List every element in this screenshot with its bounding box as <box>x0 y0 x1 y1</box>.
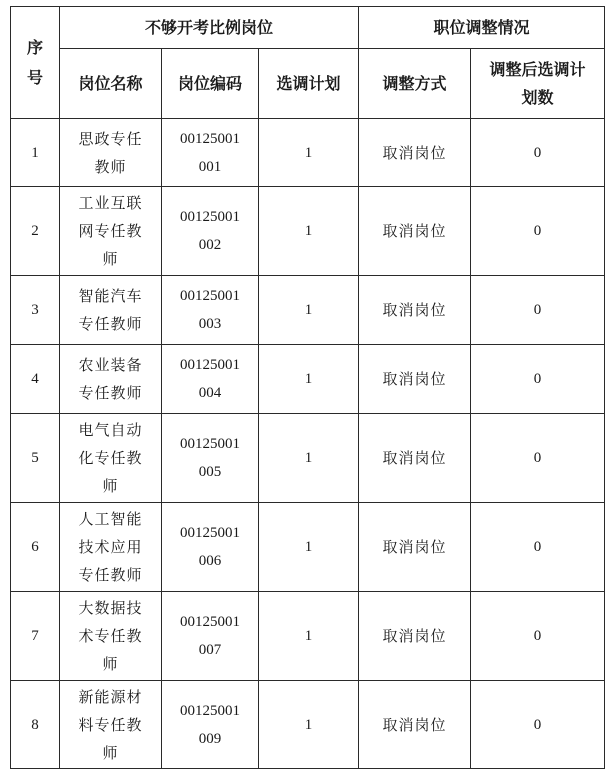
cell-adjusted: 0 <box>471 681 605 769</box>
cell-method: 取消岗位 <box>359 345 471 414</box>
cell-plan: 1 <box>259 276 359 345</box>
cell-adjusted: 0 <box>471 119 605 187</box>
cell-method: 取消岗位 <box>359 681 471 769</box>
cell-code-line: 00125001 <box>180 357 240 373</box>
header-method: 调整方式 <box>359 49 471 119</box>
header-group-left: 不够开考比例岗位 <box>60 7 359 49</box>
cell-adjusted: 0 <box>471 276 605 345</box>
header-plan: 选调计划 <box>259 49 359 119</box>
cell-code-line: 00125001 <box>180 614 240 630</box>
cell-code <box>162 345 259 414</box>
cell-plan: 1 <box>259 592 359 681</box>
header-adjusted-line: 调整后选调计 <box>489 59 586 79</box>
table-row <box>11 187 605 276</box>
cell-method: 取消岗位 <box>359 592 471 681</box>
cell-code-line: 00125001 <box>180 525 240 541</box>
cell-name-line: 化专任教 <box>78 449 143 467</box>
cell-name <box>60 592 162 681</box>
cell-adjusted: 0 <box>471 345 605 414</box>
cell-name-line: 网专任教 <box>78 222 143 240</box>
header-seq-line: 序 <box>26 37 43 57</box>
cell-name-line: 电气自动 <box>78 421 143 439</box>
cell-plan: 1 <box>259 187 359 276</box>
cell-name <box>60 414 162 503</box>
cell-code-line: 003 <box>198 316 222 332</box>
cell-code <box>162 276 259 345</box>
cell-name-line: 人工智能 <box>78 510 143 528</box>
cell-plan: 1 <box>259 414 359 503</box>
cell-seq: 6 <box>11 503 60 592</box>
cell-name <box>60 187 162 276</box>
cell-name-line: 工业互联 <box>78 194 143 212</box>
header-seq <box>11 7 60 119</box>
cell-code <box>162 187 259 276</box>
table-row <box>11 414 605 503</box>
cell-name-line: 料专任教 <box>78 715 143 734</box>
cell-name-line: 师 <box>102 743 119 762</box>
cell-name-line: 师 <box>102 250 119 268</box>
cell-name-line: 专任教师 <box>78 384 143 402</box>
header-name: 岗位名称 <box>60 49 162 119</box>
cell-seq: 1 <box>11 119 60 187</box>
table-row <box>11 276 605 345</box>
cell-seq: 4 <box>11 345 60 414</box>
cell-name <box>60 345 162 414</box>
cell-seq: 8 <box>11 681 60 769</box>
header-code: 岗位编码 <box>162 49 259 119</box>
cell-code-line: 004 <box>198 385 222 401</box>
cell-seq: 5 <box>11 414 60 503</box>
cell-code-line: 001 <box>198 158 222 175</box>
cell-name <box>60 119 162 187</box>
cell-method: 取消岗位 <box>359 503 471 592</box>
cell-adjusted: 0 <box>471 187 605 276</box>
cell-name <box>60 503 162 592</box>
cell-code-line: 002 <box>198 237 222 253</box>
cell-code <box>162 503 259 592</box>
cell-seq: 7 <box>11 592 60 681</box>
cell-plan: 1 <box>259 503 359 592</box>
cell-code <box>162 414 259 503</box>
cell-plan: 1 <box>259 119 359 187</box>
cell-code-line: 009 <box>198 730 222 747</box>
cell-name-line: 技术应用 <box>78 538 143 556</box>
cell-code-line: 007 <box>198 642 222 658</box>
cell-name <box>60 276 162 345</box>
cell-method: 取消岗位 <box>359 276 471 345</box>
table-body <box>11 119 605 769</box>
cell-method: 取消岗位 <box>359 187 471 276</box>
cell-name-line: 术专任教 <box>78 627 143 645</box>
cell-adjusted: 0 <box>471 503 605 592</box>
header-group-right: 职位调整情况 <box>359 7 605 49</box>
cell-name-line: 思政专任 <box>78 129 143 148</box>
header-adjusted <box>471 49 605 119</box>
cell-name-line: 农业装备 <box>78 356 143 374</box>
cell-name-line: 大数据技 <box>78 599 143 617</box>
header-seq-line: 号 <box>26 67 43 87</box>
table-row <box>11 592 605 681</box>
cell-code <box>162 592 259 681</box>
position-adjustment-table <box>10 6 605 769</box>
cell-code-line: 00125001 <box>180 130 240 147</box>
table-row <box>11 345 605 414</box>
cell-name-line: 师 <box>102 477 119 495</box>
cell-name <box>60 681 162 769</box>
cell-code-line: 00125001 <box>180 209 240 225</box>
cell-code-line: 005 <box>198 464 222 480</box>
header-adjusted-line: 划数 <box>521 87 554 107</box>
cell-plan: 1 <box>259 345 359 414</box>
cell-name-line: 教师 <box>94 157 127 176</box>
cell-name-line: 专任教师 <box>78 315 143 333</box>
cell-name-line: 师 <box>102 655 119 673</box>
cell-code-line: 006 <box>198 553 222 569</box>
cell-code <box>162 119 259 187</box>
table-row <box>11 681 605 769</box>
cell-code-line: 00125001 <box>180 702 240 719</box>
cell-name-line: 专任教师 <box>78 566 143 584</box>
cell-plan: 1 <box>259 681 359 769</box>
cell-adjusted: 0 <box>471 414 605 503</box>
cell-seq: 3 <box>11 276 60 345</box>
cell-name-line: 新能源材 <box>78 687 143 706</box>
table-row <box>11 119 605 187</box>
cell-code-line: 00125001 <box>180 436 240 452</box>
cell-method: 取消岗位 <box>359 414 471 503</box>
cell-method: 取消岗位 <box>359 119 471 187</box>
cell-code-line: 00125001 <box>180 288 240 304</box>
cell-adjusted: 0 <box>471 592 605 681</box>
table-row <box>11 503 605 592</box>
cell-name-line: 智能汽车 <box>78 287 143 305</box>
cell-seq: 2 <box>11 187 60 276</box>
cell-code <box>162 681 259 769</box>
